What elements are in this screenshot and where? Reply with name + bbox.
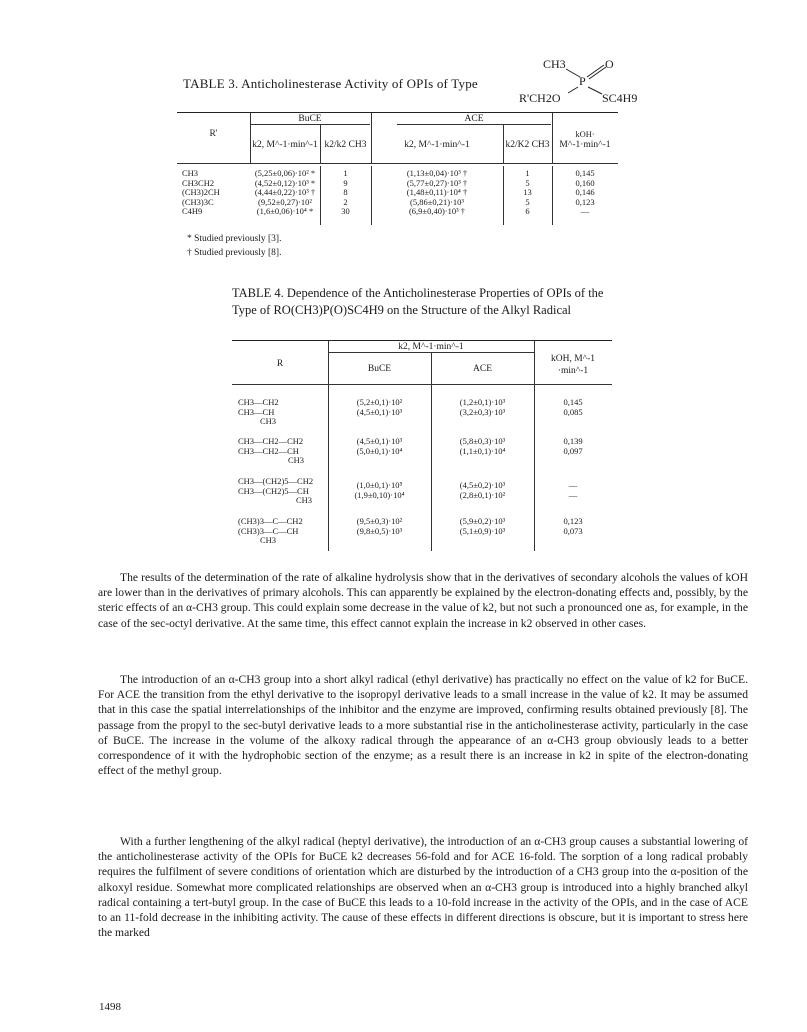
table4-koh-group xyxy=(534,481,612,500)
table-cell: — xyxy=(568,489,578,500)
table-cell: (CH3)3C xyxy=(182,196,214,207)
table3-header-ratio-buce: k2/k2 CH3 xyxy=(324,140,367,150)
table-cell: (1,0±0,1)·10⁵ xyxy=(356,480,403,490)
table4-ace-group xyxy=(431,517,534,536)
table-cell: 0,085 xyxy=(563,406,583,417)
table-cell: 1 xyxy=(343,168,348,178)
table3-header-koh-unit: M^-1·min^-1 xyxy=(559,140,611,150)
table-cell: (4,5±0,1)·10³ xyxy=(356,406,403,417)
table-cell: CH3—CH2 xyxy=(238,397,279,407)
table-cell: (5,25±0,06)·10² * xyxy=(254,168,316,178)
table4-top-rule xyxy=(232,340,612,341)
table4-header-buce: BuCE xyxy=(367,364,392,374)
table-cell: 30 xyxy=(341,206,350,217)
body-paragraph: With a further lengthening of the alkyl radical (heptyl derivative), the introduction of an α-CH3 group causes a substantial lowering of the anticholinesterase activity of the OPIs for BuCE k2 decreases 56-fold and for ACE 16-fold. The sorption of a long radical probably requires the fulfilment of severe conditions of orientation which are disturbed by the introduction of a CH3 group into the α-position of the alkoxyl residue. Somewhat more complicated relationships are observed when an α-CH3 group is introduced into a highly branched alkyl radical containing a tert-butyl group. In the case of BuCE this leads to a 10-fold increase in the activity of the OPIs, and in the case of ACE to an 11-fold decrease in the inhibiting activity. The cause of these effects in different directions is obscure, but it is important to stress here the marked xyxy=(98,835,748,940)
table-cell: (CH3)3—C—CH xyxy=(238,525,299,536)
table-cell: C4H9 xyxy=(182,206,203,217)
table3-header-buce: BuCE xyxy=(298,114,322,124)
table4-koh-group xyxy=(534,398,612,417)
structure-left: R'CH2O xyxy=(519,91,561,105)
table3-note: * Studied previously [3]. xyxy=(187,234,282,244)
table-cell: 2 xyxy=(343,196,348,207)
structure-ch3: CH3 xyxy=(543,57,566,71)
table4-header-k2: k2, M^-1·min^-1 xyxy=(398,342,464,352)
structure-o: O xyxy=(605,57,614,71)
table3-header-k2-buce: k2, M^-1·min^-1 xyxy=(252,140,318,150)
table4-buce-group xyxy=(328,398,431,417)
table-cell: CH3—(CH2)5—CH2 xyxy=(238,476,314,486)
table-cell: 0,145 xyxy=(575,168,595,178)
table4-header-ace: ACE xyxy=(473,364,492,374)
table4-koh-group xyxy=(534,517,612,536)
body-paragraph: The results of the determination of the rate of alkaline hydrolysis show that in the derivatives of secondary alcohols the values of kOH are lower than in the derivatives of primary alcohols. This can apparently be explained by the electron-donating effects and, possibly, by the steric effects of an α-CH3 group. This could explain some decrease in the value of k2, but not such a pronounced one as, for example, in the case of the sec-octyl derivative. At the same time, this effect cannot explain the increase in k2 observed in other cases. xyxy=(98,571,748,630)
table3-header-ratio-ace: k2/K2 CH3 xyxy=(505,140,550,150)
table-cell: (CH3)2CH xyxy=(182,187,220,198)
table4-ace-group xyxy=(431,437,534,456)
table-cell: (5,9±0,2)·10³ xyxy=(459,516,506,526)
table-cell: (5,77±0,27)·10³ † xyxy=(406,177,468,188)
table-cell: CH3 xyxy=(260,416,277,427)
table-cell: (5,86±0,21)·10³ xyxy=(410,196,464,207)
table3-header-koh: kOH· xyxy=(575,129,595,139)
table-cell: (1,13±0,04)·10³ † xyxy=(406,168,468,178)
table-cell: (5,8±0,3)·10³ xyxy=(459,436,506,446)
table-cell: (4,44±0,22)·10³ † xyxy=(254,187,316,198)
table3-col-k2-buce xyxy=(250,169,320,217)
table-cell: (1,1±0,1)·10⁴ xyxy=(459,445,506,456)
table4-ace-group xyxy=(431,481,534,500)
table-cell: (5,0±0,1)·10⁴ xyxy=(356,445,403,456)
table4-r-group xyxy=(238,517,303,546)
table4-buce-group xyxy=(328,517,431,536)
table4-r-group xyxy=(238,477,313,506)
table-cell: CH3—(CH2)5—CH xyxy=(238,485,309,496)
table-cell: (4,52±0,12)·10³ * xyxy=(254,177,316,188)
table-cell: — xyxy=(568,480,578,490)
table3-col-koh xyxy=(552,169,618,217)
table-cell: 0,073 xyxy=(563,525,583,536)
table3-col-ratio-buce xyxy=(320,169,371,217)
table3-header-r: R' xyxy=(209,129,218,139)
table3-vrule xyxy=(371,113,372,163)
table-cell: (CH3)3—C—CH2 xyxy=(238,516,303,526)
table4-title: TABLE 4. Dependence of the Anticholinesterase Properties of OPIs of the Type of RO(CH3)P(O)SC4H9 on the Structure of the Alkyl Radical xyxy=(232,286,604,317)
table-cell: 0,160 xyxy=(575,177,595,188)
table-cell: (1,6±0,06)·10⁴ * xyxy=(256,206,314,217)
table-cell: 8 xyxy=(343,187,348,198)
table-cell: (2,8±0,1)·10² xyxy=(459,489,506,500)
table-cell: (5,2±0,1)·10² xyxy=(356,397,403,407)
table4-ace-group xyxy=(431,398,534,417)
table-cell: CH3—CH xyxy=(238,406,275,417)
table4-header-r: R xyxy=(276,359,284,369)
structure-right: SC4H9 xyxy=(602,91,638,105)
table-cell: (1,48±0,11)·10⁴ † xyxy=(406,187,468,198)
table-cell: (4,5±0,1)·10³ xyxy=(356,436,403,446)
table-cell: CH3—CH2—CH xyxy=(238,445,299,456)
table-cell: CH3 xyxy=(182,168,199,178)
table-cell: CH3CH2 xyxy=(182,177,215,188)
table-cell: 0,123 xyxy=(563,516,583,526)
table-cell: 1 xyxy=(525,168,530,178)
table-cell: 5 xyxy=(525,196,530,207)
table-cell: CH3 xyxy=(260,535,277,546)
table-cell: 9 xyxy=(343,177,348,188)
table-cell: (3,2±0,3)·10³ xyxy=(459,406,506,417)
table-cell: 0,139 xyxy=(563,436,583,446)
table4-buce-group xyxy=(328,437,431,456)
table3-col-ratio-ace xyxy=(503,169,552,217)
page-number: 1498 xyxy=(99,1001,121,1013)
table-cell: (1,9±0,10)·10⁴ xyxy=(354,489,405,500)
table4-koh-group xyxy=(534,437,612,456)
table-cell: (9,5±0,3)·10² xyxy=(356,516,403,526)
table-cell: 0,123 xyxy=(575,196,595,207)
structure-p: P xyxy=(579,74,586,88)
table3-title: TABLE 3. Anticholinesterase Activity of OPIs of Type xyxy=(183,76,478,91)
table4-buce-group xyxy=(328,481,431,500)
table-cell: (9,52±0,27)·10² xyxy=(258,196,312,207)
table-cell: 13 xyxy=(523,187,532,198)
table4-header-koh: kOH, M^-1 xyxy=(550,354,596,364)
table-cell: CH3 xyxy=(288,455,305,466)
table-cell: CH3—CH2—CH2 xyxy=(238,436,304,446)
table4-r-group xyxy=(238,437,304,466)
table-cell: (1,2±0,1)·10³ xyxy=(459,397,506,407)
table-cell: (4,5±0,2)·10³ xyxy=(459,480,506,490)
table4-r-group xyxy=(238,398,279,427)
table-cell: (5,1±0,9)·10³ xyxy=(459,525,506,536)
structure-bonds xyxy=(560,63,610,97)
table-cell: 0,145 xyxy=(563,397,583,407)
table4-header-koh-unit: ·min^-1 xyxy=(557,366,589,376)
table3-header-k2-ace: k2, M^-1·min^-1 xyxy=(404,140,470,150)
table4-head-rule xyxy=(232,384,612,385)
table3-col-r xyxy=(182,169,248,217)
table3-header-ace: ACE xyxy=(464,114,484,124)
table3-col-k2-ace xyxy=(371,169,503,217)
table-cell: (9,8±0,5)·10³ xyxy=(356,525,403,536)
table-cell: 0,146 xyxy=(575,187,595,198)
table-cell: 5 xyxy=(525,177,530,188)
table3-note: † Studied previously [8]. xyxy=(187,248,282,258)
table3-head-rule xyxy=(177,163,618,164)
table-cell: (6,9±0,40)·10³ † xyxy=(408,206,466,217)
body-paragraph: The introduction of an α-CH3 group into a short alkyl radical (ethyl derivative) has practically no effect on the value of k2 for BuCE. For ACE the transition from the ethyl derivative to the isopropyl derivative leads to a small increase in the value of k2. It may be assumed that in this case the spatial interrelationships of the inhibitor and the enzyme are improved, confirming results obtained previously [8]. The passage from the propyl to the sec-butyl derivative leads to a more substantial rise in the anticholinesterase activity, particularly in the case of BuCE. The increase in the volume of the alkoxy radical through the appearance of an α-CH3 group obviously leads to a better correspondence of it with the hydrophobic section of the enzyme; as a result there is an increase in k2 in spite of the electron-donating effect of the methyl group. xyxy=(98,673,748,778)
table-cell: 6 xyxy=(525,206,530,217)
table-cell: — xyxy=(580,206,590,217)
table-cell: CH3 xyxy=(296,495,313,506)
table-cell: 0,097 xyxy=(563,445,583,456)
